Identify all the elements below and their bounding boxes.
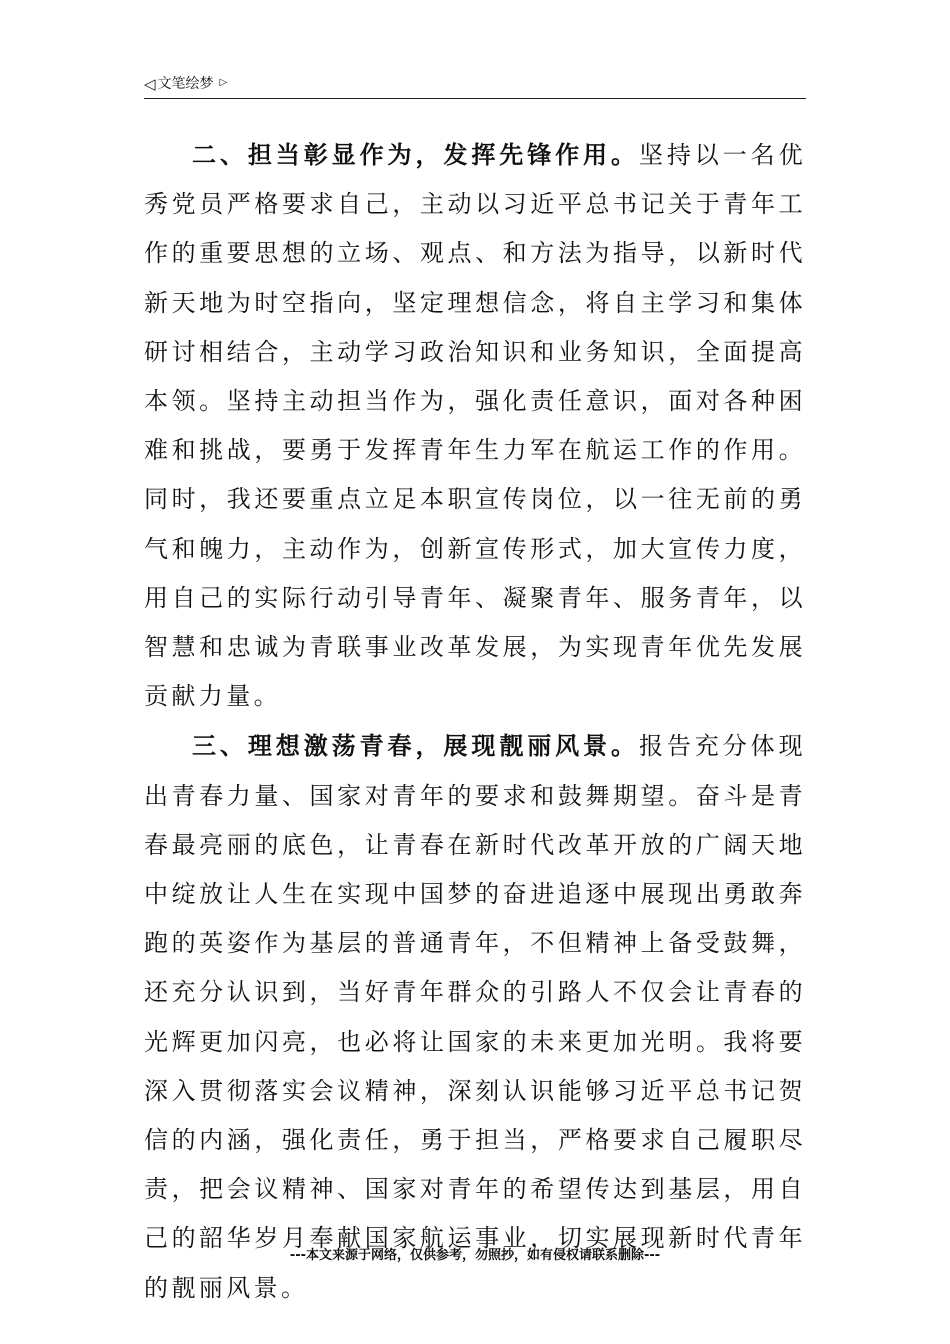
header-title: 文笔绘梦 [157, 76, 214, 92]
page-header [144, 74, 806, 99]
section-text-2: 坚持以一名优秀党员严格要求自己，主动以习近平总书记关于青年工作的重要思想的立场、观点、和方法为指导，以新时代新天地为时空指向，坚定理想信念，将自主学习和集体研讨相结合，主动学习政治知识和业务知识，全面提高本领。坚持主动担当作为，强化责任意识，面对各种困难和挑战，要勇于发挥青年生力军在航运工作的作用。同时，我还要重点立足本职宣传岗位，以一往无前的勇气和魄力，主动作为，创新宣传形式，加大宣传力度，用自己的实际行动引导青年、凝聚青年、服务青年，以智慧和忠诚为青联事业改革发展，为实现青年优先发展贡献力量。 [144, 141, 807, 711]
section-heading-3: 三、理想激荡青春，展现靓丽风景。 [192, 731, 639, 761]
triangle-right-icon: ▷ [219, 77, 228, 88]
section-heading-2: 二、担当彰显作为，发挥先锋作用。 [192, 140, 639, 169]
paragraph-3 [144, 721, 806, 1312]
paragraph-2 [144, 130, 806, 721]
footer-notice: ---本文来源于网络，仅供参考，勿照抄，如有侵权请联系删除--- [289, 1248, 661, 1263]
triangle-left-icon: ◁ [144, 75, 156, 93]
section-text-3: 报告充分体现出青春力量、国家对青年的要求和鼓舞期望。奋斗是青春最亮丽的底色，让青春在新时代改革开放的广阔天地中绽放让人生在实现中国梦的奋进追逐中展现出勇敢奔跑的英姿作为基层的普通青年，不但精神上备受鼓舞，还充分认识到，当好青年群众的引路人不仅会让青春的光辉更加闪亮，也必将让国家的未来更加光明。我将要深入贯彻落实会议精神，深刻认识能够习近平总书记贺信的内涵，强化责任，勇于担当，严格要求自己履职尽责，把会议精神、国家对青年的希望传达到基层，用自己的韶华岁月奉献国家航运事业，切实展现新时代青年的靓丽风景。 [144, 732, 807, 1302]
document-body [144, 130, 806, 1313]
